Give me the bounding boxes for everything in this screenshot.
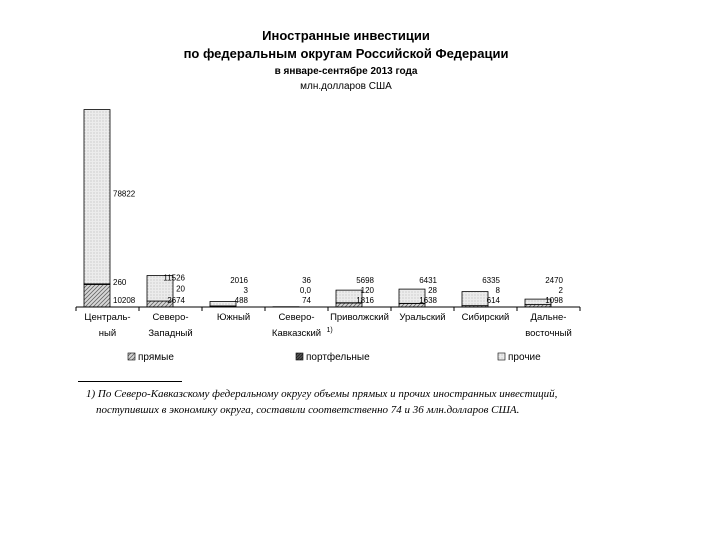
- footnote-line-2: поступивших в экономику округа, составили соответственно 74 и 36 млн.долларов США.: [96, 404, 520, 416]
- legend-label: прямые: [138, 352, 174, 363]
- chart-period: в январе-сентябре 2013 года: [274, 66, 418, 77]
- bar-other: [210, 301, 236, 305]
- value-label-portfolio: 120: [360, 286, 374, 295]
- legend-label: прочие: [508, 352, 541, 363]
- value-label-direct: 10208: [113, 296, 136, 305]
- value-label-other: 2016: [230, 276, 248, 285]
- category-label: восточный: [525, 328, 572, 339]
- value-label-direct: 614: [486, 296, 500, 305]
- value-label-portfolio: 28: [428, 286, 437, 295]
- value-label-direct: 74: [302, 296, 311, 305]
- value-label-other: 6335: [482, 276, 500, 285]
- footnote: [86, 386, 676, 418]
- chart-subtitle: по федеральным округам Российской Федерации: [183, 46, 509, 61]
- chart-title: Иностранные инвестиции: [262, 28, 430, 43]
- value-label-other: 6431: [419, 276, 437, 285]
- value-label-direct: 1098: [545, 296, 563, 305]
- category-label: Северо-: [278, 312, 315, 323]
- chart-unit: млн.долларов США: [300, 81, 392, 92]
- value-label-portfolio: 8: [495, 286, 500, 295]
- category-label: Дальне-: [530, 312, 567, 323]
- value-label-other: 36: [302, 276, 311, 285]
- footnote-divider: [78, 381, 182, 382]
- category-label: Северо-: [152, 312, 189, 323]
- value-label-other: 11526: [163, 273, 185, 283]
- bar-other: [84, 110, 110, 284]
- category-label: Уральский: [399, 312, 446, 323]
- category-label: Приволжский: [330, 312, 389, 323]
- value-label-direct: 1816: [356, 296, 374, 305]
- value-label-direct: 1638: [419, 296, 437, 305]
- value-label-direct: 488: [234, 296, 248, 305]
- category-label: Сибирский: [461, 312, 510, 323]
- legend-swatch-2: [498, 353, 505, 360]
- category-label: Западный: [148, 328, 193, 339]
- category-label: Централь-: [84, 312, 131, 323]
- value-label-portfolio: 3: [243, 286, 248, 295]
- legend-label: портфельные: [306, 352, 370, 363]
- value-label-portfolio: 260: [113, 278, 127, 287]
- value-label-other: 78822: [113, 189, 136, 199]
- value-label-other: 2470: [545, 276, 563, 285]
- category-footnote-mark: 1): [326, 327, 333, 334]
- category-label: Южный: [216, 312, 251, 323]
- value-label-portfolio: 20: [176, 284, 185, 294]
- category-label: Кавказский: [271, 328, 322, 339]
- footnote-line-1: 1) По Северо-Кавказскому федеральному округу объемы прямых и прочих иностранных инвестиций,: [86, 388, 558, 400]
- legend-swatch-1: [296, 353, 303, 360]
- value-label-portfolio: 2: [558, 286, 563, 295]
- category-label: ный: [98, 328, 117, 339]
- value-label-other: 5698: [356, 276, 374, 285]
- legend-swatch-0: [128, 353, 135, 360]
- bar-direct: [84, 284, 110, 307]
- bar-other: [462, 292, 488, 306]
- value-label-portfolio: 0,0: [299, 286, 311, 295]
- value-label-direct: 2674: [167, 296, 185, 305]
